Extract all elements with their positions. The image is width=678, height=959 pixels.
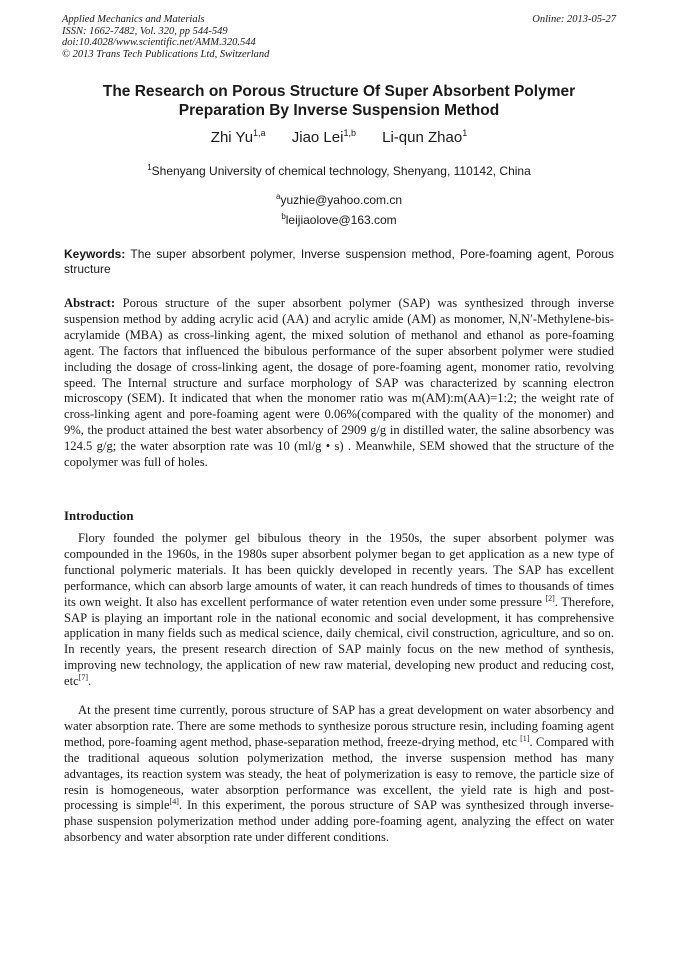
page-header bbox=[62, 14, 616, 60]
abstract bbox=[64, 296, 614, 471]
citation[interactable]: [2] bbox=[545, 593, 555, 603]
citation[interactable]: [4] bbox=[169, 797, 179, 807]
author: Li-qun Zhao$^1$ bbox=[382, 128, 468, 146]
title-line-2: Preparation By Inverse Suspension Method bbox=[178, 102, 500, 119]
copyright-line: © 2013 Trans Tech Publications Ltd, Switzerland bbox=[62, 48, 270, 60]
abstract-text: Porous structure of the super absorbent polymer (SAP) was synthesized through inverse suspension method by adding acrylic acid (AA) and acrylic amide (AM) as monomer, N,N′-Methylene-bis-acrylamide (MBA) as cross-linking agent, the mixed solution of methanol and ethanol as pore-foaming agent. The factors that influenced the bibulous performance of the super absorbent polymer were studied including the dosage of cross-linking agent, the dosage of pore-foaming agent, monomer ratio, revolving speed. The Internal structure and surface morphology of SAP was characterized by scanning electron microscopy (SEM). It indicated that when the monomer ratio was m(AM):m(AA)=1:2; the weight rate of cross-linking agent and pore-foaming agent were 0.06%(compared with the quality of the monomer) and 9%, the product attained the best water absorbency of 2909 g/g in distilled water, the saline absorbency was 124.5 g/g; the water absorption rate was 10 (ml/g • s) . Meanwhile, SEM showed that the structure of the copolymer was full of holes. bbox=[64, 296, 614, 470]
keywords-label: Keywords: bbox=[64, 247, 126, 261]
paper-title bbox=[40, 82, 638, 120]
section-heading-introduction: Introduction bbox=[64, 509, 134, 523]
affiliation: $^1$Shenyang University of chemical technology, Shenyang, 110142, China bbox=[147, 163, 531, 178]
citation[interactable]: [1] bbox=[520, 733, 530, 743]
journal-name: Applied Mechanics and Materials bbox=[62, 14, 205, 25]
author: Jiao Lei$^{1,b}$ bbox=[291, 128, 356, 146]
issn-line: ISSN: 1662-7482, Vol. 320, pp 544-549 bbox=[62, 25, 228, 37]
doi-line[interactable]: doi:10.4028/www.scientific.net/AMM.320.544 bbox=[62, 37, 256, 48]
citation[interactable]: [7] bbox=[78, 672, 89, 682]
introduction-paragraph-2: At the present time currently, porous structure of SAP has a great development on water absorbency and water absorption rate. There are some methods to synthesize porous structure resin, including foaming agent method, pore-foaming agent method, phase-separation method, freeze-drying method, etc [1]. Compared with the traditional aqueous solution polymerization method, the inverse suspension method has many advantages, its reaction system was steady, the heat of polymerization is easy to remove, the particle size of resin is homogeneous, water absorption performance was excellent, the yield rate is high and post-processing is simple[4]. In this experiment, the porous structure of SAP was synthesized through inverse-phase suspension polymerization method under adding pore-foaming agent, analyzing the effect on water absorbency and water absorption rate under different conditions. bbox=[64, 703, 615, 845]
title-line-1: The Research on Porous Structure Of Super Absorbent Polymer bbox=[102, 83, 576, 100]
online-date: Online: 2013-05-27 bbox=[532, 14, 616, 25]
introduction-paragraph-1: Flory founded the polymer gel bibulous theory in the 1950s, the super absorbent polymer was compounded in the 1960s, in the 1980s super absorbent polymer began to get application as a new type of functional polymeric materials. It has been quickly developed in recently years. The SAP has excellent performance, which can absorb large amounts of water, it can reach hundreds of times to thousands of times its own weight. It also has excellent performance of water retention even under some pressure [2]. Therefore, SAP is playing an important role in the national economic and social development, it has comprehensive application in many fields such as medical science, daily chemical, civil construction, agriculture, and so on. In recently years, the present research direction of SAP mainly focus on the new method of synthesis, improving new technology, the application of new raw material, developing new product and reducing cost, etc[7]. bbox=[64, 531, 614, 689]
abstract-label: Abstract: bbox=[64, 296, 116, 310]
author-list bbox=[0, 128, 678, 146]
keywords-text: The super absorbent polymer, Inverse suspension method, Pore-foaming agent, Porous structure bbox=[64, 247, 614, 276]
email-a[interactable]: $^a$yuzhie@yahoo.com.cn bbox=[275, 192, 403, 207]
keywords bbox=[64, 247, 614, 276]
author: Zhi Yu$^{1,a}$ bbox=[210, 128, 266, 146]
email-b[interactable]: $^b$leijiaolove@163.com bbox=[281, 212, 397, 227]
